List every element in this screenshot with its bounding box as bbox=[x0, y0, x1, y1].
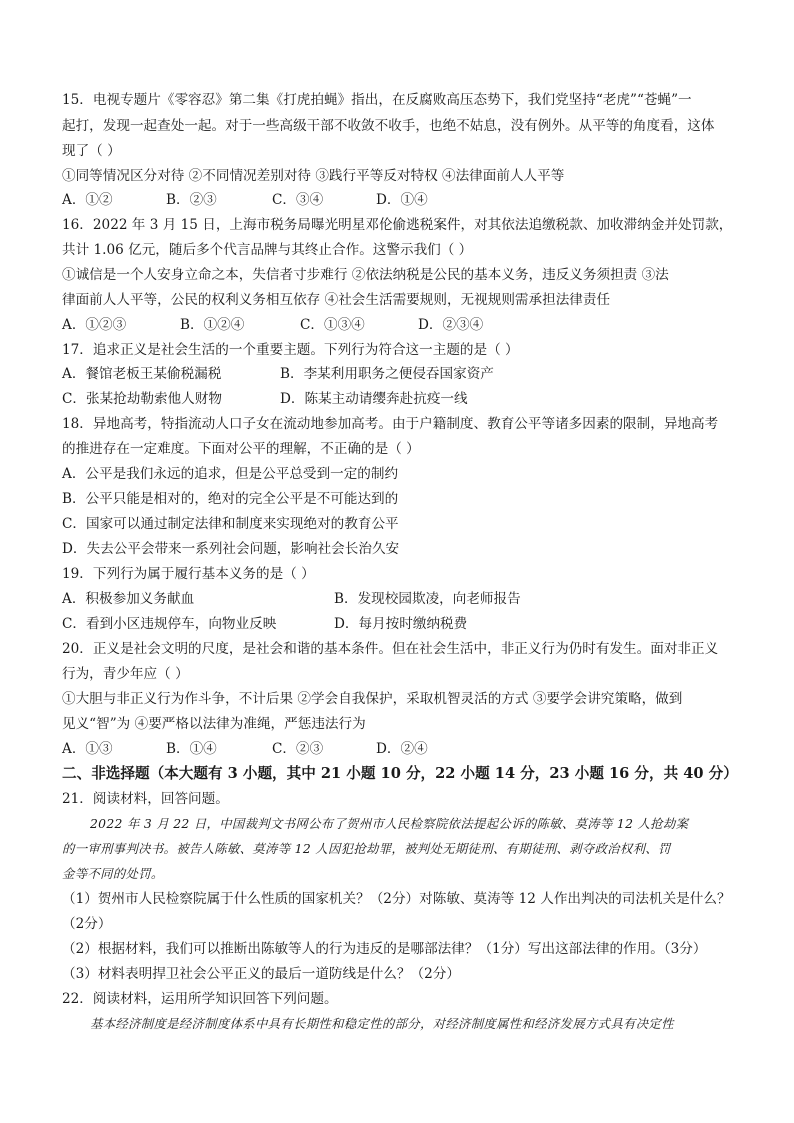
q21-intro: 21．阅读材料，回答问题。 bbox=[62, 791, 229, 807]
q19-stem: 19．下列行为属于履行基本义务的是（ ） bbox=[62, 566, 315, 582]
q21-question-1-cont: （2分） bbox=[62, 916, 112, 932]
q16-option-a[interactable]: A．①②③ bbox=[62, 317, 127, 333]
q22-intro: 22．阅读材料，运用所学知识回答下列问题。 bbox=[62, 991, 338, 1007]
q16-statements-2: 律面前人人平等，公民的权利义务相互依存 ④社会生活需要规则，无视规则需承担法律责任 bbox=[62, 292, 611, 308]
q17-option-c[interactable]: C．张某抢劫勒索他人财物 bbox=[62, 391, 222, 407]
q16-option-d[interactable]: D．②③④ bbox=[418, 317, 484, 333]
q18-option-c[interactable]: C．国家可以通过制定法律和制度来实现绝对的教育公平 bbox=[62, 516, 399, 532]
q17-stem: 17．追求正义是社会生活的一个重要主题。下列行为符合这一主题的是（ ） bbox=[62, 342, 519, 358]
q18-option-d[interactable]: D．失去公平会带来一系列社会问题，影响社会长治久安 bbox=[62, 541, 400, 557]
q16-option-c[interactable]: C．①③④ bbox=[300, 317, 365, 333]
q15-line-2: 起打，发现一起查处一起。对于一些高级干部不收敛不收手，也绝不姑息，没有例外。从平等的角度看，这体 bbox=[62, 118, 715, 134]
q16-line-1: 16．2022 年 3 月 15 日，上海市税务局曝光明星邓伦偷逃税案件，对其依法追缴税款、加收滞纳金并处罚款， bbox=[62, 217, 733, 233]
q16-option-b[interactable]: B．①②④ bbox=[180, 317, 245, 333]
q20-statements-2: 见义“智”为 ④要严格以法律为准绳，严惩违法行为 bbox=[62, 716, 366, 732]
q20-option-d[interactable]: D．②④ bbox=[376, 741, 428, 757]
q19-option-c[interactable]: C．看到小区违规停车，向物业反映 bbox=[62, 616, 277, 632]
q15-option-d[interactable]: D．①④ bbox=[376, 192, 428, 208]
q19-option-a[interactable]: A．积极参加义务献血 bbox=[62, 591, 195, 607]
q18-line-1: 18．异地高考，特指流动人口子女在流动地参加高考。由于户籍制度、教育公平等诸多因素的限制，异地高考 bbox=[62, 416, 719, 432]
q21-question-2: （2）根据材料，我们可以推断出陈敏等人的行为违反的是哪部法律？（1分）写出这部法律的作用。（3分） bbox=[62, 941, 707, 957]
q20-option-c[interactable]: C．②③ bbox=[272, 741, 324, 757]
q15-line-3: 现了（ ） bbox=[62, 143, 121, 159]
q21-material-line-2: 的一审刑事判决书。被告人陈敏、莫涛等 12 人因犯抢劫罪，被判处无期徒刑、有期徒刑、剥夺政治权利、罚 bbox=[62, 841, 671, 856]
section-2-heading: 二、非选择题（本大题有 3 小题，其中 21 小题 10 分，22 小题 14 分，23 小题 16 分，共 40 分） bbox=[62, 765, 738, 782]
q21-question-1: （1）贺州市人民检察院属于什么性质的国家机关？（2分）对陈敏、莫涛等 12 人作出判决的司法机关是什么？ bbox=[62, 891, 731, 907]
q22-material-line-1: 基本经济制度是经济制度体系中具有长期性和稳定性的部分，对经济制度属性和经济发展方式具有决定性 bbox=[90, 1016, 674, 1031]
q16-line-2: 共计 1.06 亿元，随后多个代言品牌与其终止合作。这警示我们（ ） bbox=[62, 242, 473, 258]
q15-line-1: 15．电视专题片《零容忍》第二集《打虎拍蝇》指出，在反腐败高压态势下，我们党坚持“老虎”“苍蝇”一 bbox=[62, 92, 692, 108]
q21-material-line-3: 金等不同的处罚。 bbox=[62, 866, 164, 881]
q17-option-a[interactable]: A．餐馆老板王某偷税漏税 bbox=[62, 366, 222, 382]
q16-statements-1: ①诚信是一个人安身立命之本，失信者寸步难行 ②依法纳税是公民的基本义务，违反义务须担责 ③法 bbox=[62, 267, 669, 283]
q20-option-b[interactable]: B．①④ bbox=[166, 741, 217, 757]
q15-option-a[interactable]: A．①② bbox=[62, 192, 113, 208]
q20-statements-1: ①大胆与非正义行为作斗争，不计后果 ②学会自我保护，采取机智灵活的方式 ③要学会讲究策略，做到 bbox=[62, 691, 683, 707]
q17-option-d[interactable]: D．陈某主动请缨奔赴抗疫一线 bbox=[280, 391, 468, 407]
q19-option-b[interactable]: B．发现校园欺凌，向老师报告 bbox=[334, 591, 521, 607]
q21-material-line-1: 2022 年 3 月 22 日，中国裁判文书网公布了贺州市人民检察院依法提起公诉的陈敏、莫涛等 12 人抢劫案 bbox=[90, 816, 689, 831]
q17-option-b[interactable]: B．李某利用职务之便侵吞国家资产 bbox=[280, 366, 494, 382]
q18-line-2: 的推进存在一定难度。下面对公平的理解，不正确的是（ ） bbox=[62, 441, 420, 457]
q20-option-a[interactable]: A．①③ bbox=[62, 741, 113, 757]
q15-statements: ①同等情况区分对待 ②不同情况差别对待 ③践行平等反对特权 ④法律面前人人平等 bbox=[62, 168, 565, 184]
q20-line-1: 20．正义是社会文明的尺度，是社会和谐的基本条件。但在社会生活中，非正义行为仍时有发生。面对非正义 bbox=[62, 641, 719, 657]
q19-option-d[interactable]: D．每月按时缴纳税费 bbox=[334, 616, 468, 632]
q20-line-2: 行为，青少年应（ ） bbox=[62, 666, 189, 682]
q18-option-a[interactable]: A．公平是我们永远的追求，但是公平总受到一定的制约 bbox=[62, 466, 399, 482]
q15-option-c[interactable]: C．③④ bbox=[272, 192, 324, 208]
q15-option-b[interactable]: B．②③ bbox=[166, 192, 217, 208]
q18-option-b[interactable]: B．公平只能是相对的，绝对的完全公平是不可能达到的 bbox=[62, 491, 399, 507]
q21-question-3: （3）材料表明捍卫社会公平正义的最后一道防线是什么？（2分） bbox=[62, 966, 460, 982]
